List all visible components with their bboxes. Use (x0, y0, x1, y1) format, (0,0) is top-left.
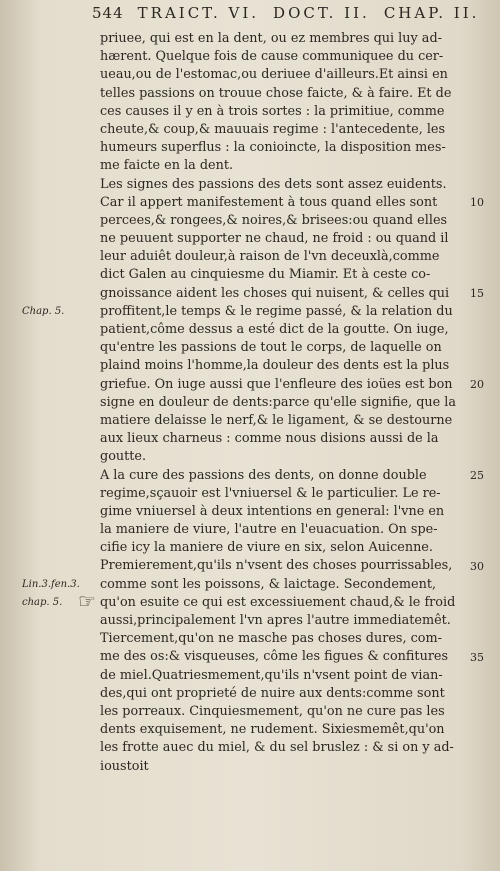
text-line: goutte. (100, 449, 147, 465)
text-line: des,qui ont proprieté de nuire aux dents:comme sont (100, 685, 445, 701)
text-line: cifie icy la maniere de viure en six, selon Auicenne. (100, 540, 433, 556)
margin-note: Lin.3.fen.3. (22, 579, 80, 590)
text-line: comme sont les poissons, & laictage. Secondement, (100, 576, 437, 592)
page-number: 544 (92, 4, 124, 22)
text-line: plaind moins l'homme,la douleur des dents est la plus (100, 358, 450, 374)
line-number: 25 (470, 468, 484, 482)
text-line: la maniere de viure, l'autre en l'euacuation. On spe- (100, 522, 438, 538)
text-line: percees,& rongees,& noires,& brisees:ou quand elles (100, 212, 448, 228)
text-line: hærent. Quelque fois de cause communiquee du cer- (100, 49, 444, 65)
text-line: patient,côme dessus a esté dict de la goutte. On iuge, (100, 322, 449, 337)
text-line: A la cure des passions des dents, on donne double (100, 467, 427, 483)
text-line: les porreaux. Cinquiesmement, qu'on ne cure pas les (100, 703, 445, 719)
text-line: signe en douleur de dents:parce qu'elle signifie, que la (100, 394, 457, 410)
text-line: gnoissance aident les choses qui nuisent, & celles qui (100, 285, 450, 301)
text-line: me faicte en la dent. (100, 158, 234, 174)
text-line: ioustoit (100, 758, 149, 774)
text-line: aux lieux charneus : comme nous disions aussi de la (100, 431, 439, 447)
running-header (92, 4, 480, 26)
text-line: proffitent,le temps & le regime passé, & la relation du (100, 303, 453, 319)
running-title-part: CHAP. II. (383, 4, 480, 22)
text-line: qu'on esuite ce qui est excessiuement chaud,& le froid (100, 594, 456, 610)
text-line: humeurs superflus : la conioincte, la disposition mes- (100, 140, 446, 156)
text-line: Premierement,qu'ils n'vsent des choses pourrissables, (100, 558, 453, 574)
text-line: priuee, qui est en la dent, ou ez membres qui luy ad- (100, 31, 442, 46)
running-title-part: TRAICT. VI. (137, 4, 260, 22)
text-line: Tiercement,qu'on ne masche pas choses dures, com- (100, 631, 442, 647)
text-line: dict Galen au cinquiesme du Miamir. Et à ceste co- (100, 267, 431, 283)
text-line: les frotte auec du miel, & du sel bruslez : & si on y ad- (100, 740, 454, 756)
pointing-hand-icon: ☞ (78, 589, 96, 614)
line-number: 10 (470, 195, 484, 209)
running-title-part: DOCT. II. (273, 4, 370, 22)
text-line: cheute,& coup,& mauuais regime : l'antecedente, les (100, 121, 446, 137)
text-line: me des os:& visqueuses, côme les figues & confitures (100, 649, 449, 665)
margin-note: chap. 5. (22, 597, 63, 609)
line-number: 15 (470, 286, 484, 300)
text-line: Car il appert manifestement à tous quand elles sont (100, 194, 438, 210)
text-line: qu'entre les passions de tout le corps, de laquelle on (100, 340, 442, 356)
text-line: dents exquisement, ne rudement. Sixiesmemêt,qu'on (100, 722, 445, 738)
text-line: matiere delaisse le nerf,& le ligament, & se destourne (100, 412, 453, 428)
text-line: ueau,ou de l'estomac,ou deriuee d'ailleurs.Et ainsi en (100, 67, 448, 83)
text-line: telles passions on trouue chose faicte, & à faire. Et de (100, 85, 452, 101)
text-line: Les signes des passions des dets sont assez euidents. (100, 176, 447, 192)
text-line: leur aduiêt douleur,à raison de l'vn deceuxlà,comme (100, 249, 440, 265)
line-number: 30 (470, 559, 484, 573)
text-line: gime vniuersel à deux intentions en general: l'vne en (100, 503, 445, 519)
text-line: regime,sçauoir est l'vniuersel & le particulier. Le re- (100, 485, 441, 501)
text-line: ne peuuent supporter ne chaud, ne froid : ou quand il (100, 231, 449, 247)
text-line: griefue. On iuge aussi que l'enfleure des ioües est bon (100, 376, 453, 392)
line-number: 20 (470, 377, 484, 391)
text-line: aussi,principalement l'vn apres l'autre immediatemêt. (100, 613, 451, 628)
line-number: 35 (470, 650, 484, 664)
body-text (100, 30, 472, 776)
text-line: de miel.Quatriesmement,qu'ils n'vsent point de vian- (100, 667, 443, 683)
margin-note: Chap. 5. (22, 306, 65, 317)
text-line: ces causes il y en à trois sortes : la primitiue, comme (100, 103, 445, 119)
